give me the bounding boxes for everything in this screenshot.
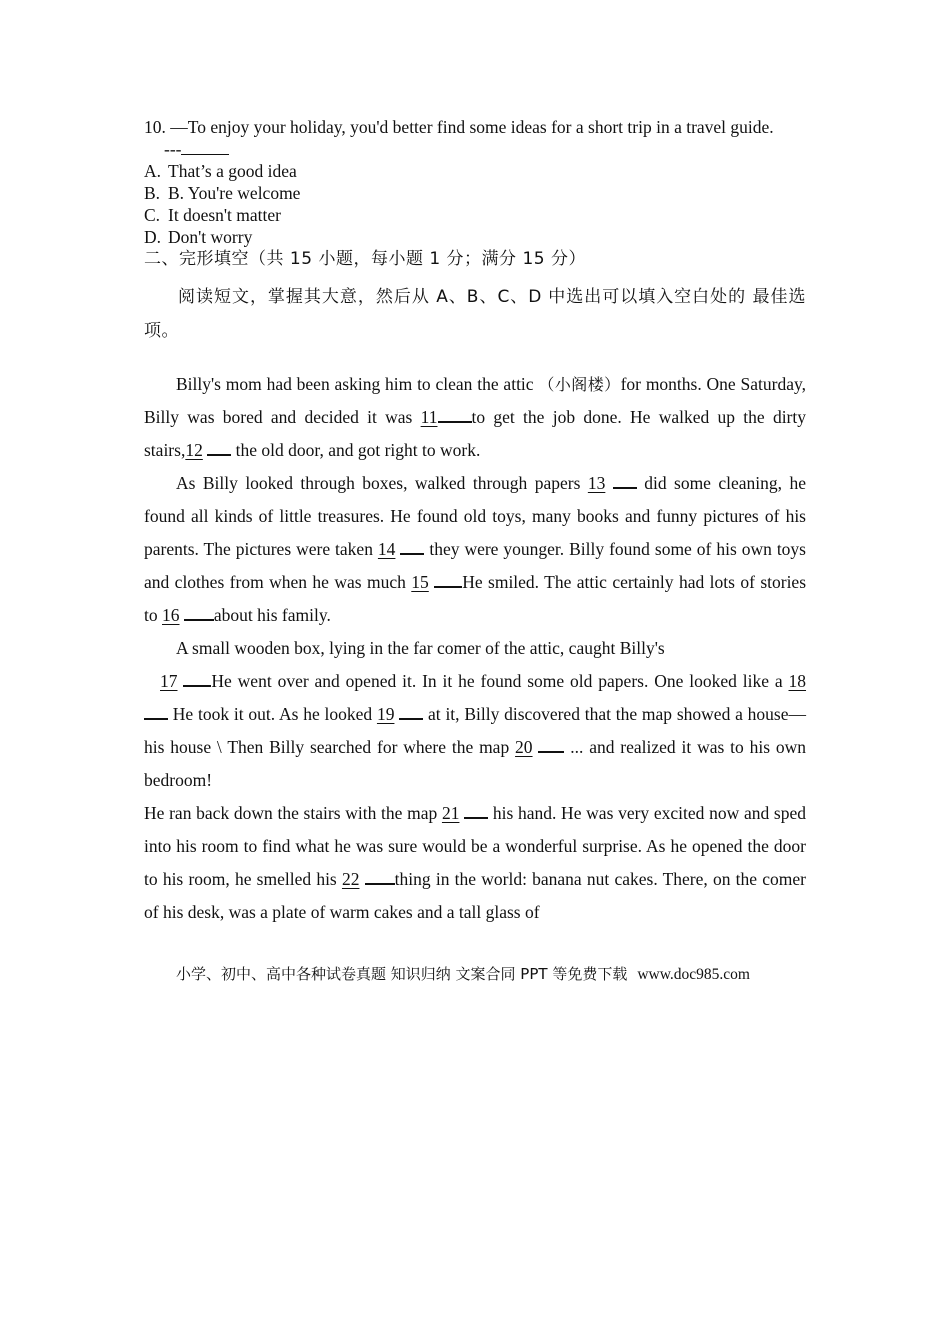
blank-16-line xyxy=(184,605,214,621)
option-c xyxy=(144,204,806,226)
blank-12: 12 xyxy=(185,440,203,460)
passage-paragraph-3: A small wooden box, lying in the far comer of the attic, caught Billy's xyxy=(176,638,665,658)
cloze-passage xyxy=(144,368,806,929)
chinese-gloss: （小阁楼） xyxy=(538,375,621,394)
passage-paragraph-5: He ran back down the stairs with the map 21 his hand. He was very excited now and sped into his room to find what he was sure would be a wonderful surprise. As he opened the door to his room, he smelled his 22 thing in the world: banana nut cakes. There, on the comer of his desk, was a plate of warm cakes and a tall glass of xyxy=(144,803,806,922)
blank-11-line xyxy=(438,407,472,423)
section-heading: 二、完形填空（共 15 小题，每小题 1 分；满分 15 分） xyxy=(144,249,587,269)
option-letter: C. xyxy=(144,205,161,225)
option-letter: B. xyxy=(144,183,161,203)
blank-15-line xyxy=(434,572,462,588)
passage-paragraph-1: Billy's mom had been asking him to clean the attic （小阁楼）for months. One Saturday, Billy was bored and decided it was 11 to get the job done. He walked up the dirty stairs,12 the old door, and got right to work. xyxy=(144,374,806,460)
question-10-stem: 10. —To enjoy your holiday, you'd better find some ideas for a short trip in a travel guide. xyxy=(144,117,774,137)
blank-13: 13 xyxy=(587,473,606,493)
blank-17: 17 xyxy=(160,671,178,691)
blank-14: 14 xyxy=(377,539,396,559)
footer-url[interactable]: www.doc985.com xyxy=(637,966,750,983)
blank-15: 15 xyxy=(411,572,429,592)
option-d xyxy=(144,226,806,248)
section-instructions: 阅读短文，掌握其大意，然后从 A、B、C、D 中选出可以填入空白处的 最佳选项。 xyxy=(144,287,806,341)
document-page xyxy=(144,116,806,929)
blank-20-line xyxy=(538,737,564,753)
blank-16: 16 xyxy=(162,605,180,625)
blank-19: 19 xyxy=(376,704,395,724)
answer-dash: --- xyxy=(164,139,182,159)
option-text: B. You're welcome xyxy=(168,183,301,203)
option-text: It doesn't matter xyxy=(168,205,281,225)
option-letter: A. xyxy=(144,161,162,181)
option-text: Don't worry xyxy=(168,227,253,247)
passage-paragraph-2: As Billy looked through boxes, walked through papers 13 did some cleaning, he found all kinds of little treasures. He found old toys, many books and funny pictures of his parents. The pictures were taken 14 they were younger. Billy found some of his own toys and clothes from when he was much 15 He smiled. The attic certainly had lots of stories to 16 about his family. xyxy=(144,473,807,625)
page-footer xyxy=(176,963,750,984)
blank-19-line xyxy=(399,704,423,720)
blank-22-line xyxy=(365,869,395,885)
footer-text: 小学、初中、高中各种试卷真题 知识归纳 文案合同 PPT 等免费下载 xyxy=(176,965,628,983)
question-10-answer-blank xyxy=(144,138,806,160)
blank-21: 21 xyxy=(441,803,460,823)
blank-13-line xyxy=(613,473,637,489)
blank-11: 11 xyxy=(420,407,438,427)
answer-underline xyxy=(181,140,229,155)
option-text: That’s a good idea xyxy=(168,161,297,181)
option-a xyxy=(144,160,806,182)
option-letter: D. xyxy=(144,227,162,247)
blank-18: 18 xyxy=(788,671,807,691)
passage-paragraph-4: 17 He went over and opened it. In it he found some old papers. One looked like a 18 He took it out. As he looked 19 at it, Billy discovered that the map showed a house—his house \ Then Billy searched for where the map 20 ... and realized it was to his own bedroom! xyxy=(144,671,807,790)
blank-21-line xyxy=(464,803,488,819)
blank-18-line xyxy=(144,704,168,720)
option-b xyxy=(144,182,806,204)
blank-17-line xyxy=(183,671,211,687)
blank-20: 20 xyxy=(515,737,533,757)
blank-14-line xyxy=(400,539,424,555)
blank-22: 22 xyxy=(341,869,360,889)
blank-12-line xyxy=(207,440,231,456)
